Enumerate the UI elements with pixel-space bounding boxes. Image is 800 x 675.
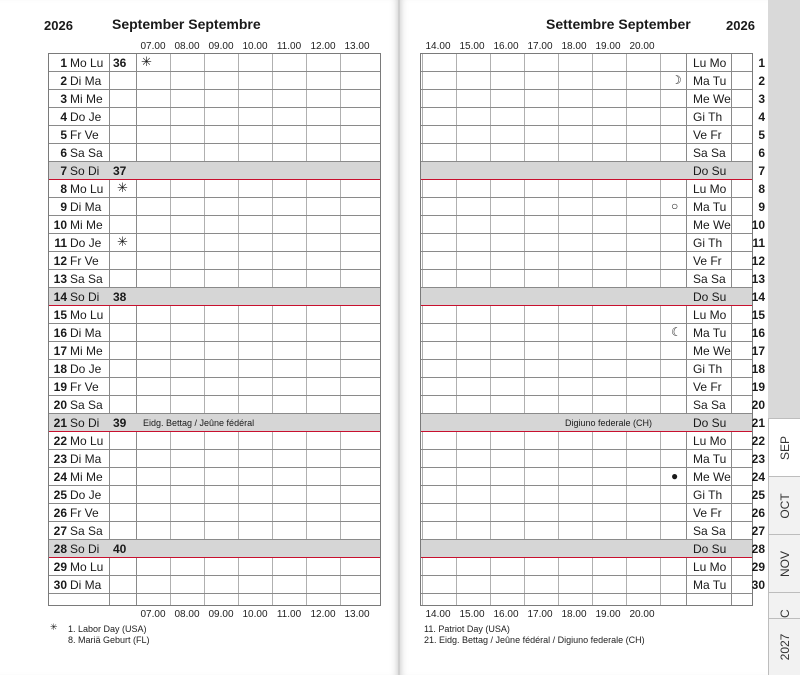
day-row bbox=[49, 126, 380, 144]
weekday-abbr: Ve Fr bbox=[693, 506, 722, 520]
day-number: 7 bbox=[60, 164, 67, 178]
hour-label: 17.00 bbox=[527, 609, 553, 620]
hour-label: 16.00 bbox=[493, 41, 519, 52]
hour-label: 09.00 bbox=[208, 41, 234, 52]
day-row bbox=[421, 54, 765, 72]
weekday-abbr: Mo Lu bbox=[70, 560, 104, 574]
day-row bbox=[49, 162, 380, 180]
day-number: 6 bbox=[60, 146, 67, 160]
weekday-abbr: Me We bbox=[693, 218, 731, 232]
weekday-abbr: Sa Sa bbox=[693, 398, 726, 412]
day-row bbox=[421, 288, 765, 306]
weekday-abbr: Fr Ve bbox=[70, 380, 99, 394]
weekday-abbr: So Di bbox=[70, 164, 100, 178]
weekday-abbr: Do Je bbox=[70, 236, 102, 250]
hour-label: 08.00 bbox=[174, 41, 200, 52]
week-number: 38 bbox=[113, 290, 127, 304]
footnote-line: 21. Eidg. Bettag / Jeûne fédéral / Digiuno federale (CH) bbox=[424, 635, 645, 645]
weekday-abbr: Ve Fr bbox=[693, 380, 722, 394]
day-row bbox=[49, 468, 380, 486]
day-row bbox=[421, 162, 765, 180]
day-number: 2 bbox=[758, 74, 765, 88]
day-row bbox=[49, 306, 380, 324]
month-tab-oct[interactable] bbox=[768, 476, 800, 534]
weekday-abbr: Ma Tu bbox=[693, 200, 727, 214]
hour-label: 09.00 bbox=[208, 609, 234, 620]
day-number: 8 bbox=[60, 182, 67, 196]
day-row bbox=[49, 450, 380, 468]
day-grid-left bbox=[48, 53, 381, 606]
day-number: 28 bbox=[751, 542, 765, 556]
day-number: 18 bbox=[53, 362, 67, 376]
weekday-abbr: Mo Lu bbox=[70, 434, 104, 448]
day-number: 23 bbox=[751, 452, 765, 466]
footnote-star: ✳ bbox=[50, 622, 58, 632]
day-row bbox=[49, 72, 380, 90]
weekday-abbr: Di Ma bbox=[70, 452, 102, 466]
weekday-abbr: Ma Tu bbox=[693, 578, 727, 592]
weekday-abbr: Lu Mo bbox=[693, 308, 727, 322]
moon-phase-icon: ○ bbox=[671, 199, 679, 213]
day-number: 15 bbox=[53, 308, 67, 322]
day-row bbox=[421, 306, 765, 324]
weekday-abbr: Do Je bbox=[70, 488, 102, 502]
day-row bbox=[49, 504, 380, 522]
day-row bbox=[421, 108, 765, 126]
weekday-abbr: Sa Sa bbox=[70, 146, 103, 160]
day-number: 19 bbox=[53, 380, 67, 394]
weekday-abbr: Me We bbox=[693, 344, 731, 358]
day-number: 20 bbox=[53, 398, 67, 412]
day-number: 12 bbox=[751, 254, 765, 268]
day-row bbox=[49, 342, 380, 360]
day-row bbox=[421, 522, 765, 540]
day-number: 5 bbox=[60, 128, 67, 142]
day-number: 1 bbox=[758, 56, 765, 70]
day-row bbox=[421, 144, 765, 162]
hour-label: 19.00 bbox=[595, 609, 621, 620]
day-number: 4 bbox=[60, 110, 67, 124]
day-number: 29 bbox=[53, 560, 67, 574]
weekday-abbr: Ve Fr bbox=[693, 128, 722, 142]
day-row bbox=[49, 144, 380, 162]
weekday-abbr: Di Ma bbox=[70, 326, 102, 340]
footnotes-left bbox=[68, 624, 150, 646]
hour-label: 18.00 bbox=[561, 41, 587, 52]
day-row bbox=[49, 198, 380, 216]
day-row bbox=[421, 90, 765, 108]
day-number: 13 bbox=[53, 272, 67, 286]
week-number: 40 bbox=[113, 542, 127, 556]
hour-label: 16.00 bbox=[493, 609, 519, 620]
weekday-abbr: Gi Th bbox=[693, 362, 723, 376]
weekday-abbr: Mi Me bbox=[70, 218, 103, 232]
day-number: 2 bbox=[60, 74, 67, 88]
day-number: 17 bbox=[751, 344, 765, 358]
day-number: 17 bbox=[53, 344, 67, 358]
day-row bbox=[49, 432, 380, 450]
day-number: 24 bbox=[53, 470, 67, 484]
day-row bbox=[421, 198, 765, 216]
day-number: 1 bbox=[60, 56, 67, 70]
day-row bbox=[49, 90, 380, 108]
day-row bbox=[49, 558, 380, 576]
weekday-abbr: Lu Mo bbox=[693, 56, 727, 70]
hour-label: 12.00 bbox=[310, 41, 336, 52]
day-row bbox=[49, 216, 380, 234]
holiday-star-icon: ✳ bbox=[117, 234, 128, 249]
day-number: 9 bbox=[60, 200, 67, 214]
day-number: 23 bbox=[53, 452, 67, 466]
hour-label: 11.00 bbox=[276, 609, 302, 620]
day-row bbox=[421, 414, 765, 432]
day-number: 4 bbox=[758, 110, 765, 124]
day-number: 3 bbox=[60, 92, 67, 106]
weekday-abbr: Lu Mo bbox=[693, 560, 727, 574]
day-row bbox=[421, 360, 765, 378]
day-row bbox=[421, 576, 765, 594]
holiday-star-icon: ✳ bbox=[117, 180, 128, 195]
hour-label: 13.00 bbox=[344, 609, 370, 620]
day-row bbox=[49, 234, 380, 252]
weekday-abbr: Di Ma bbox=[70, 200, 102, 214]
moon-phase-icon: ☽ bbox=[671, 73, 682, 87]
day-number: 10 bbox=[53, 218, 67, 232]
day-row bbox=[49, 180, 380, 198]
weekday-abbr: Sa Sa bbox=[693, 524, 726, 538]
weekday-abbr: Sa Sa bbox=[693, 146, 726, 160]
month-tab-2027[interactable] bbox=[768, 618, 800, 675]
day-row bbox=[49, 396, 380, 414]
day-row bbox=[421, 252, 765, 270]
day-row bbox=[421, 378, 765, 396]
month-title: September Septembre bbox=[112, 16, 261, 32]
day-row bbox=[49, 522, 380, 540]
day-number: 18 bbox=[751, 362, 765, 376]
day-row bbox=[49, 414, 380, 432]
day-row bbox=[421, 540, 765, 558]
weekday-abbr: Ve Fr bbox=[693, 254, 722, 268]
day-number: 20 bbox=[751, 398, 765, 412]
day-row bbox=[421, 450, 765, 468]
hour-label: 10.00 bbox=[242, 41, 268, 52]
day-number: 14 bbox=[751, 290, 765, 304]
day-row bbox=[49, 486, 380, 504]
day-row bbox=[421, 342, 765, 360]
week-number: 36 bbox=[113, 56, 127, 70]
day-number: 10 bbox=[751, 218, 765, 232]
weekday-abbr: Me We bbox=[693, 470, 731, 484]
day-row bbox=[49, 270, 380, 288]
weekday-abbr: Mo Lu bbox=[70, 56, 104, 70]
weekday-abbr: Lu Mo bbox=[693, 182, 727, 196]
day-number: 7 bbox=[758, 164, 765, 178]
moon-phase-icon: ☾ bbox=[671, 325, 682, 339]
day-number: 27 bbox=[751, 524, 765, 538]
weekday-abbr: Do Su bbox=[693, 164, 727, 178]
day-number: 21 bbox=[53, 416, 67, 430]
day-number: 25 bbox=[53, 488, 67, 502]
hour-label: 20.00 bbox=[629, 609, 655, 620]
day-row bbox=[421, 180, 765, 198]
day-row bbox=[49, 54, 380, 72]
weekday-abbr: Gi Th bbox=[693, 236, 723, 250]
weekday-abbr: Gi Th bbox=[693, 488, 723, 502]
day-number: 6 bbox=[758, 146, 765, 160]
week-number: 39 bbox=[113, 416, 127, 430]
footnote-line: 1. Labor Day (USA) bbox=[68, 624, 147, 634]
day-row bbox=[49, 576, 380, 594]
day-number: 26 bbox=[751, 506, 765, 520]
month-title: Settembre September bbox=[546, 16, 691, 32]
weekday-abbr: Fr Ve bbox=[70, 254, 99, 268]
weekday-abbr: Ma Tu bbox=[693, 74, 727, 88]
day-row bbox=[421, 234, 765, 252]
weekday-abbr: Ma Tu bbox=[693, 326, 727, 340]
day-row bbox=[49, 252, 380, 270]
month-tabs bbox=[768, 0, 800, 675]
day-number: 25 bbox=[751, 488, 765, 502]
year-label: 2026 bbox=[44, 18, 73, 33]
hour-label: 11.00 bbox=[276, 41, 302, 52]
weekday-abbr: Do Je bbox=[70, 110, 102, 124]
weekday-abbr: Di Ma bbox=[70, 74, 102, 88]
weekday-abbr: Mi Me bbox=[70, 344, 103, 358]
day-row bbox=[421, 324, 765, 342]
week-number: 37 bbox=[113, 164, 127, 178]
day-number: 28 bbox=[53, 542, 67, 556]
hour-label: 12.00 bbox=[310, 609, 336, 620]
weekday-abbr: So Di bbox=[70, 290, 100, 304]
day-row bbox=[421, 468, 765, 486]
hour-label: 14.00 bbox=[425, 609, 451, 620]
weekday-abbr: Sa Sa bbox=[70, 524, 103, 538]
day-number: 8 bbox=[758, 182, 765, 196]
weekday-abbr: Me We bbox=[693, 92, 731, 106]
hour-label: 15.00 bbox=[459, 609, 485, 620]
holiday-label: Digiuno federale (CH) bbox=[564, 418, 652, 428]
tab-label: NOV bbox=[777, 550, 792, 577]
footnotes-right bbox=[424, 624, 645, 646]
hour-label: 18.00 bbox=[561, 609, 587, 620]
year-label: 2026 bbox=[726, 18, 755, 33]
day-number: 3 bbox=[758, 92, 765, 106]
weekday-abbr: Fr Ve bbox=[70, 128, 99, 142]
day-number: 16 bbox=[751, 326, 765, 340]
day-number: 22 bbox=[751, 434, 765, 448]
day-row bbox=[421, 396, 765, 414]
moon-phase-icon: ● bbox=[671, 469, 679, 483]
hour-label: 15.00 bbox=[459, 41, 485, 52]
hour-label: 07.00 bbox=[140, 41, 166, 52]
hour-label: 08.00 bbox=[174, 609, 200, 620]
day-row bbox=[421, 72, 765, 90]
day-number: 12 bbox=[53, 254, 67, 268]
day-row bbox=[421, 558, 765, 576]
hour-label: 20.00 bbox=[629, 41, 655, 52]
day-number: 11 bbox=[752, 236, 765, 250]
tab-label: SEP bbox=[777, 435, 792, 460]
day-number: 16 bbox=[53, 326, 67, 340]
hour-label: 07.00 bbox=[140, 609, 166, 620]
holiday-label: Eidg. Bettag / Jeûne fédéral bbox=[143, 418, 255, 428]
day-number: 5 bbox=[758, 128, 765, 142]
day-number: 9 bbox=[758, 200, 765, 214]
day-row bbox=[421, 270, 765, 288]
tab-label: OCT bbox=[777, 492, 792, 519]
weekday-abbr: Do Je bbox=[70, 362, 102, 376]
weekday-abbr: Mo Lu bbox=[70, 308, 104, 322]
day-row bbox=[421, 126, 765, 144]
day-number: 13 bbox=[751, 272, 765, 286]
hour-label: 13.00 bbox=[344, 41, 370, 52]
weekday-abbr: Lu Mo bbox=[693, 434, 727, 448]
day-row bbox=[49, 360, 380, 378]
day-number: 26 bbox=[53, 506, 67, 520]
day-number: 27 bbox=[53, 524, 67, 538]
day-number: 14 bbox=[53, 290, 67, 304]
day-number: 11 bbox=[54, 236, 67, 250]
weekday-abbr: Do Su bbox=[693, 542, 727, 556]
month-tab-nov[interactable] bbox=[768, 534, 800, 592]
weekday-abbr: Ma Tu bbox=[693, 452, 727, 466]
day-number: 15 bbox=[751, 308, 765, 322]
day-number: 30 bbox=[53, 578, 67, 592]
weekday-abbr: Mi Me bbox=[70, 92, 103, 106]
day-number: 22 bbox=[53, 434, 67, 448]
day-row bbox=[421, 216, 765, 234]
left-page bbox=[0, 0, 398, 675]
day-row bbox=[421, 504, 765, 522]
weekday-abbr: Mo Lu bbox=[70, 182, 104, 196]
hour-label: 17.00 bbox=[527, 41, 553, 52]
weekday-abbr: Gi Th bbox=[693, 110, 723, 124]
weekday-abbr: Fr Ve bbox=[70, 506, 99, 520]
day-row bbox=[49, 540, 380, 558]
day-row bbox=[49, 378, 380, 396]
tab-label: 2027 bbox=[777, 633, 792, 661]
footnote-line: 11. Patriot Day (USA) bbox=[424, 624, 510, 634]
weekday-abbr: Sa Sa bbox=[70, 272, 103, 286]
weekday-abbr: So Di bbox=[70, 416, 100, 430]
footnote-line: 8. Mariä Geburt (FL) bbox=[68, 635, 150, 645]
day-number: 30 bbox=[751, 578, 765, 592]
day-row bbox=[49, 108, 380, 126]
day-number: 24 bbox=[751, 470, 765, 484]
day-number: 19 bbox=[751, 380, 765, 394]
weekday-abbr: So Di bbox=[70, 542, 100, 556]
day-number: 21 bbox=[751, 416, 765, 430]
day-grid-right bbox=[420, 53, 765, 606]
weekday-abbr: Do Su bbox=[693, 290, 727, 304]
day-row bbox=[421, 432, 765, 450]
weekday-abbr: Di Ma bbox=[70, 578, 102, 592]
day-row bbox=[49, 288, 380, 306]
weekday-abbr: Sa Sa bbox=[70, 398, 103, 412]
day-row bbox=[49, 324, 380, 342]
day-number: 29 bbox=[751, 560, 765, 574]
right-page bbox=[400, 0, 768, 675]
day-row bbox=[421, 486, 765, 504]
hour-label: 14.00 bbox=[425, 41, 451, 52]
hour-label: 10.00 bbox=[242, 609, 268, 620]
weekday-abbr: Do Su bbox=[693, 416, 727, 430]
weekday-abbr: Mi Me bbox=[70, 470, 103, 484]
hour-label: 19.00 bbox=[595, 41, 621, 52]
weekday-abbr: Sa Sa bbox=[693, 272, 726, 286]
holiday-star-icon: ✳ bbox=[141, 54, 152, 69]
month-tab-sep[interactable] bbox=[768, 418, 800, 476]
